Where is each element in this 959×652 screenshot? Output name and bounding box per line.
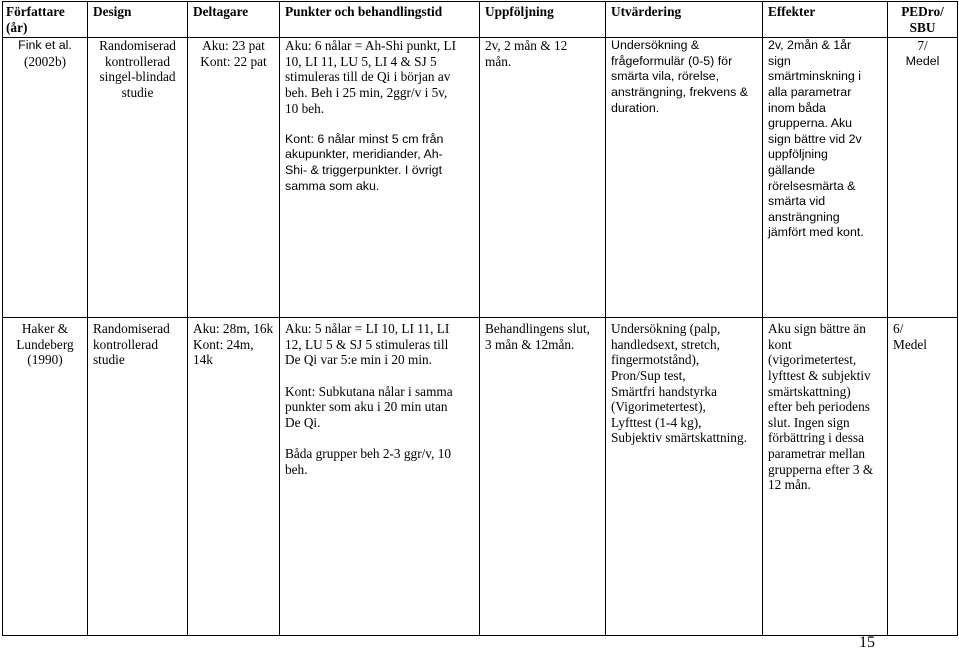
header-effects: Effekter [763, 2, 888, 38]
study-table [2, 1, 958, 636]
cell-evaluation: Undersökning (palp, handledsext, stretch, fingermotstånd), Pron/Sup test, Smärtfri handstyrka (Vigorimetertest), Lyfttest (1-4 kg), Subjektiv smärtskattning. [606, 318, 763, 636]
cell-effects: Aku sign bättre än kont (vigorimetertest, lyfttest & subjektiv smärtskattning) efter beh periodens slut. Ingen sign förbättring i dessa parametrar mellan grupperna efter 3 & 12 mån. [763, 318, 888, 636]
header-participants: Deltagare [188, 2, 280, 38]
cell-followup: Behandlingens slut, 3 mån & 12mån. [480, 318, 606, 636]
header-points: Punkter och behandlingstid [280, 2, 480, 38]
cell-points: Aku: 6 nålar = Ah-Shi punkt, LI 10, LI 11, LU 5, LI 4 & SJ 5 stimuleras till de Qi i början av beh. Beh i 25 min, 2ggr/v i 5v, 10 beh. Kont: 6 nålar minst 5 cm från akupunkter, meridiander, Ah- Shi- & triggerpunkter. I övrigt samma som aku. [280, 38, 480, 318]
page-number: 15 [859, 634, 875, 651]
header-design: Design [88, 2, 188, 38]
cell-design: Randomiserad kontrollerad studie [88, 318, 188, 636]
table-row [3, 38, 958, 318]
header-followup: Uppföljning [480, 2, 606, 38]
cell-design: Randomiserad kontrollerad singel-blindad studie [88, 38, 188, 318]
cell-effects: 2v, 2mån & 1år sign smärtminskning i alla parametrar inom båda grupperna. Aku sign bättre vid 2v uppföljning gällande rörelsesmärta & smärta vid ansträngning jämfört med kont. [763, 38, 888, 318]
table-row [3, 318, 958, 636]
header-pedro: PEDro/ SBU [888, 2, 958, 38]
cell-participants: Aku: 28m, 16k Kont: 24m, 14k [188, 318, 280, 636]
cell-evaluation: Undersökning & frågeformulär (0-5) för smärta vila, rörelse, ansträngning, frekvens & duration. [606, 38, 763, 318]
header-author: Författare (år) [3, 2, 88, 38]
header-evaluation: Utvärdering [606, 2, 763, 38]
cell-pedro: 6/ Medel [888, 318, 958, 636]
cell-followup: 2v, 2 mån & 12 mån. [480, 38, 606, 318]
header-row [3, 2, 958, 38]
cell-participants: Aku: 23 pat Kont: 22 pat [188, 38, 280, 318]
cell-points: Aku: 5 nålar = LI 10, LI 11, LI 12, LU 5 & SJ 5 stimuleras till De Qi var 5:e min i 20 min. Kont: Subkutana nålar i samma punkter som aku i 20 min utan De Qi. Båda grupper beh 2-3 ggr/v, 10 beh. [280, 318, 480, 636]
cell-author: Haker & Lundeberg (1990) [3, 318, 88, 636]
cell-pedro: 7/ Medel [888, 38, 958, 318]
cell-author: Fink et al. (2002b) [3, 38, 88, 318]
